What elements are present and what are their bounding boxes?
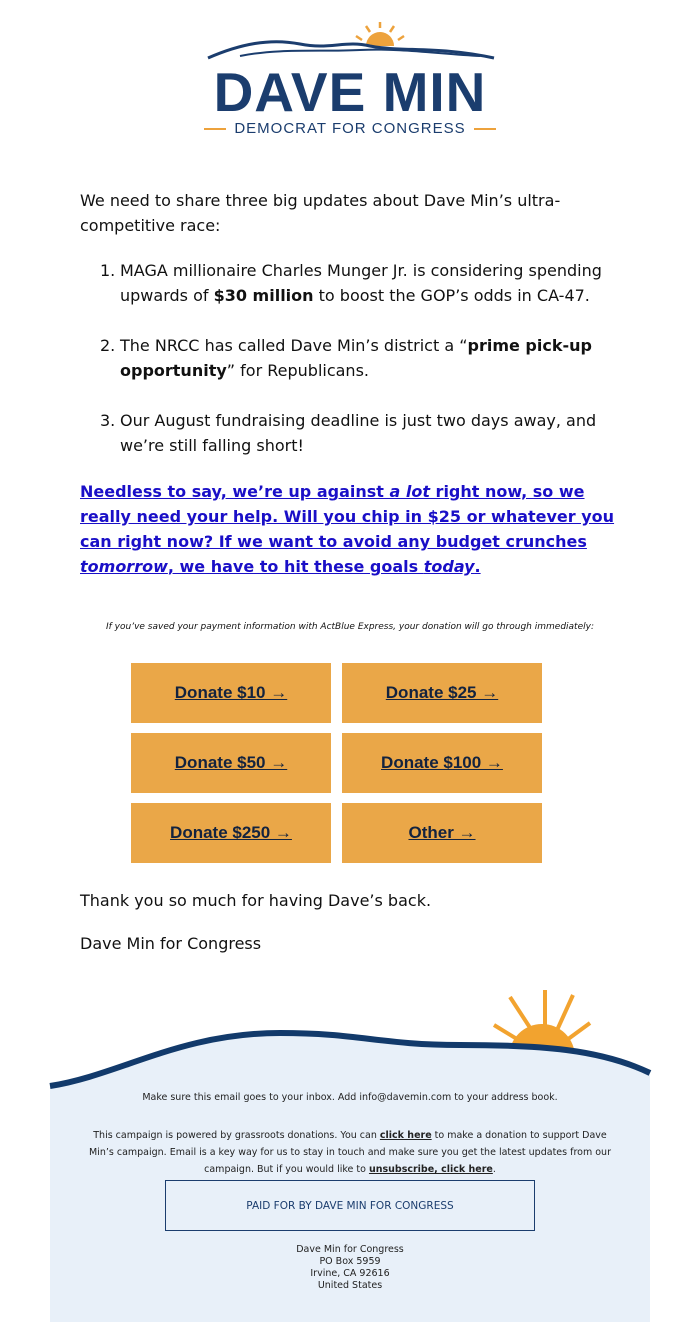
actblue-express-note: If you’ve saved your payment information with ActBlue Express, your donation will go through immediately:	[106, 622, 594, 632]
thanks-text: Thank you so much for having Dave’s back.	[80, 891, 432, 910]
footer-wave-sun-icon	[0, 985, 700, 1090]
donate-10-button[interactable]: Donate $10 →	[131, 663, 331, 723]
list-item: 3. Our August fundraising deadline is just two days away, and we’re still falling short!	[100, 411, 597, 455]
donate-other-button[interactable]: Other →	[342, 803, 542, 863]
unsubscribe-link[interactable]: unsubscribe, click here	[368, 1164, 493, 1175]
list-item: 1. MAGA millionaire Charles Munger Jr. is considering spending upwards of $30 million to boost the GOP’s odds in CA-47.	[100, 261, 602, 305]
signature-text: Dave Min for Congress	[80, 934, 262, 953]
logo-wordmark: DAVE MIN	[213, 61, 487, 123]
donate-250-button[interactable]: Donate $250 →	[131, 803, 331, 863]
email-body	[80, 188, 625, 579]
mailing-address: Dave Min for Congress PO Box 5959 Irvine, CA 92616 United States	[296, 1244, 404, 1291]
updates-list	[80, 258, 625, 458]
inbox-note: Make sure this email goes to your inbox. Add info@davemin.com to your address book.	[142, 1092, 558, 1103]
donate-50-button[interactable]: Donate $50 →	[131, 733, 331, 793]
click-here-link[interactable]: click here	[379, 1130, 432, 1141]
paid-for-disclaimer: PAID FOR BY DAVE MIN FOR CONGRESS	[165, 1180, 535, 1231]
donate-25-button[interactable]: Donate $25 →	[342, 663, 542, 723]
footer-paragraph: This campaign is powered by grassroots donations. You can click here to make a donation to support Dave Min’s campaign. Email is a key way for us to stay in touch and make sure you get the latest updates from our campaign. But if you would like to unsubscribe, click here.	[89, 1130, 611, 1175]
header	[0, 0, 700, 150]
donate-100-button[interactable]: Donate $100 →	[342, 733, 542, 793]
list-item: 2. The NRCC has called Dave Min’s district a “prime pick-up opportunity” for Republicans.	[100, 336, 592, 380]
intro-paragraph: We need to share three big updates about Dave Min’s ultra-competitive race:	[80, 191, 561, 235]
logo-tagline: DEMOCRAT FOR CONGRESS	[0, 120, 700, 138]
donate-appeal-link[interactable]: Needless to say, we’re up against a lot right now, so we really need your help. Will you chip in $25 or whatever you can right now? If we want to avoid any budget crunches tomorrow, we have to hit these goals today.	[80, 482, 615, 576]
